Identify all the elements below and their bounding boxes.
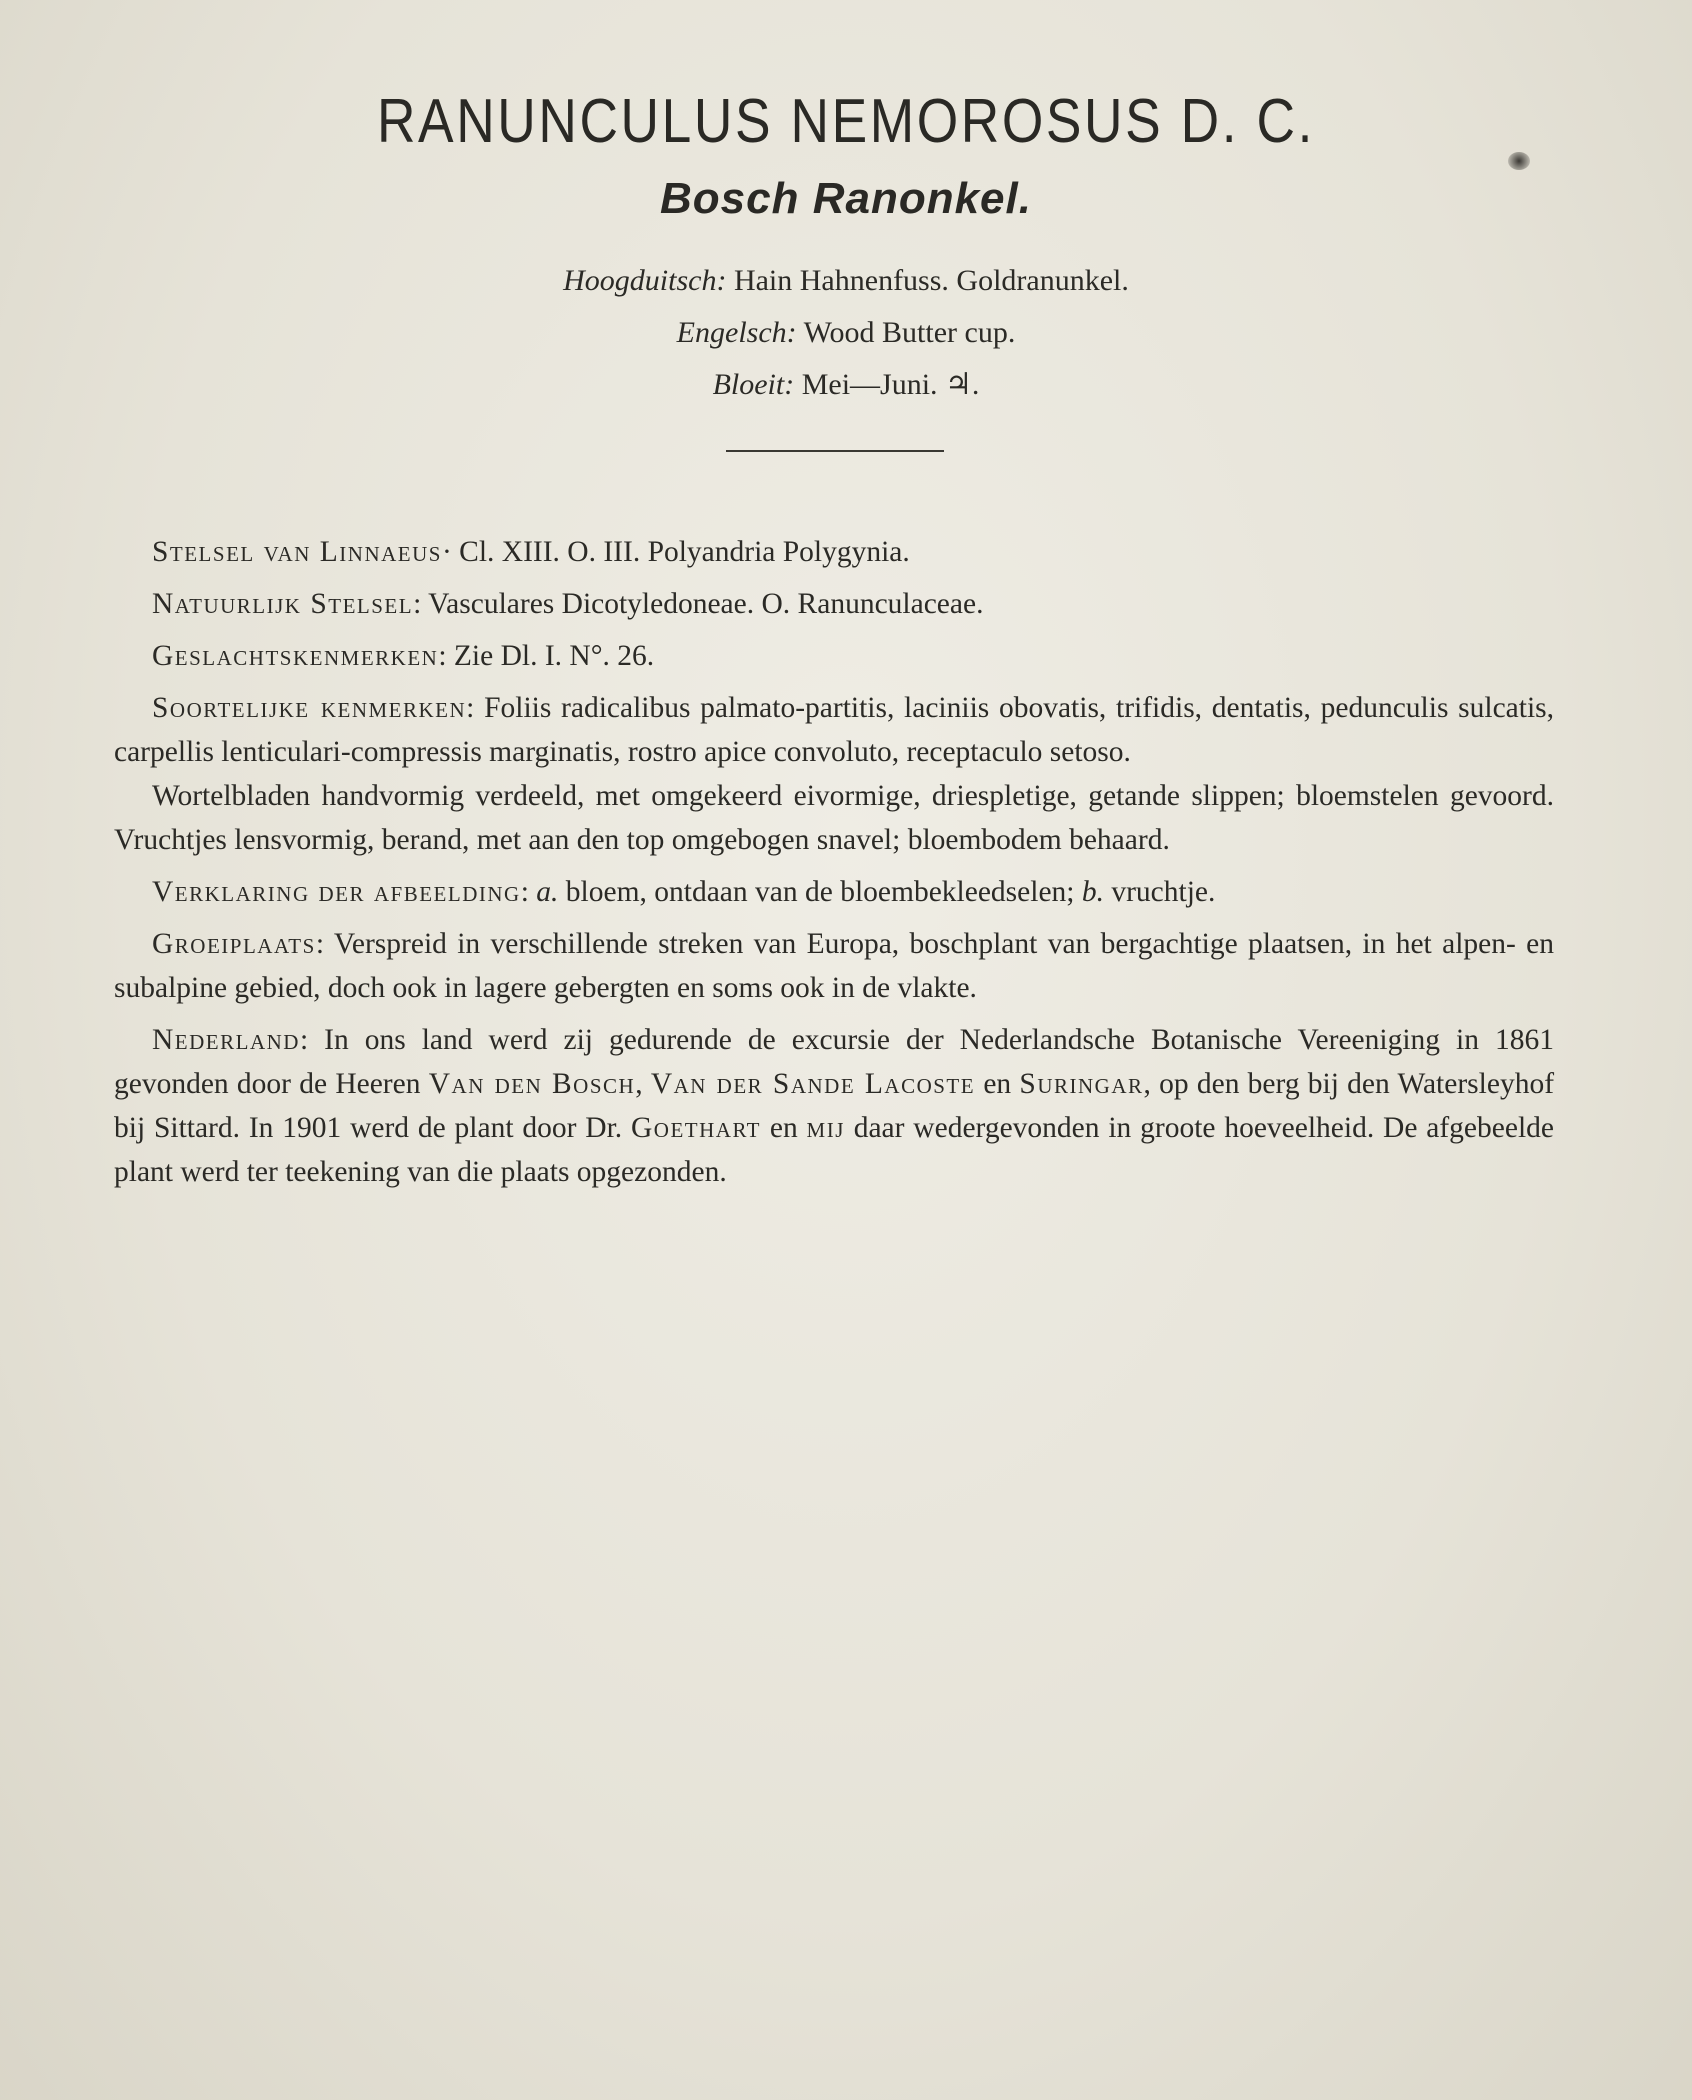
common-name: Bosch Ranonkel.: [660, 174, 1032, 223]
name-english: Engelsch: Wood Butter cup.: [676, 316, 1016, 349]
section-natural-system: Natuurlijk Stelsel: Vasculares Dicotyledoneae. O. Ranunculaceae.: [152, 588, 984, 620]
name-german: Hoogduitsch: Hain Hahnenfuss. Goldranunkel.: [563, 264, 1129, 297]
section-habitat: Groeiplaats: Verspreid in verschillende streken van Europa, boschplant van bergachtige plaatsen, in het alpen- en subalpine gebied, doch ook in lagere gebergten en soms ook in de vlakte.: [114, 928, 1554, 1004]
divider-rule: [726, 450, 944, 452]
section-species-characters: Soortelijke kenmerken: Foliis radicalibus palmato-partitis, laciniis obovatis, trifidis, dentatis, pedunculis sulcatis, carpellis lenticulari-compressis marginatis, rostro apice convoluto, receptaculo setoso.: [114, 692, 1555, 768]
section-netherlands: Nederland: In ons land werd zij gedurende de excursie der Nederlandsche Botanische Vereeniging in 1861 gevonden door de Heeren Van den Bosch, Van der Sande Lacoste en Suringar, op den berg bij den Watersleyhof bij Sittard. In 1901 werd de plant door Dr. Goethart en mij daar wedergevonden in groote hoeveelheid. De afgebeelde plant werd ter teekening van die plaats opgezonden.: [114, 1024, 1555, 1188]
page-title: RANUNCULUS NEMOROSUS D. C.: [376, 87, 1316, 156]
section-dutch-description: Wortelbladen handvormig verdeeld, met omgekeerd eivormige, driespletige, getande slippen; bloemstelen gevoord. Vruchtjes lensvormig, berand, met aan den top omgebogen snavel; bloembodem behaard.: [114, 780, 1554, 856]
vernacular-names: [0, 255, 1692, 411]
description-body: [114, 530, 1554, 1202]
section-figure-explanation: Verklaring der afbeelding: a. bloem, ontdaan van de bloembekleedselen; b. vruchtje.: [152, 876, 1216, 908]
section-genus-characters: Geslachtskenmerken: Zie Dl. I. N°. 26.: [152, 640, 655, 672]
ink-spot: [1508, 152, 1530, 170]
section-linnaeus: Stelsel van Linnaeus· Cl. XIII. O. III. Polyandria Polygynia.: [152, 536, 910, 568]
flowering-period: Bloeit: Mei—Juni. ♃.: [712, 368, 980, 401]
